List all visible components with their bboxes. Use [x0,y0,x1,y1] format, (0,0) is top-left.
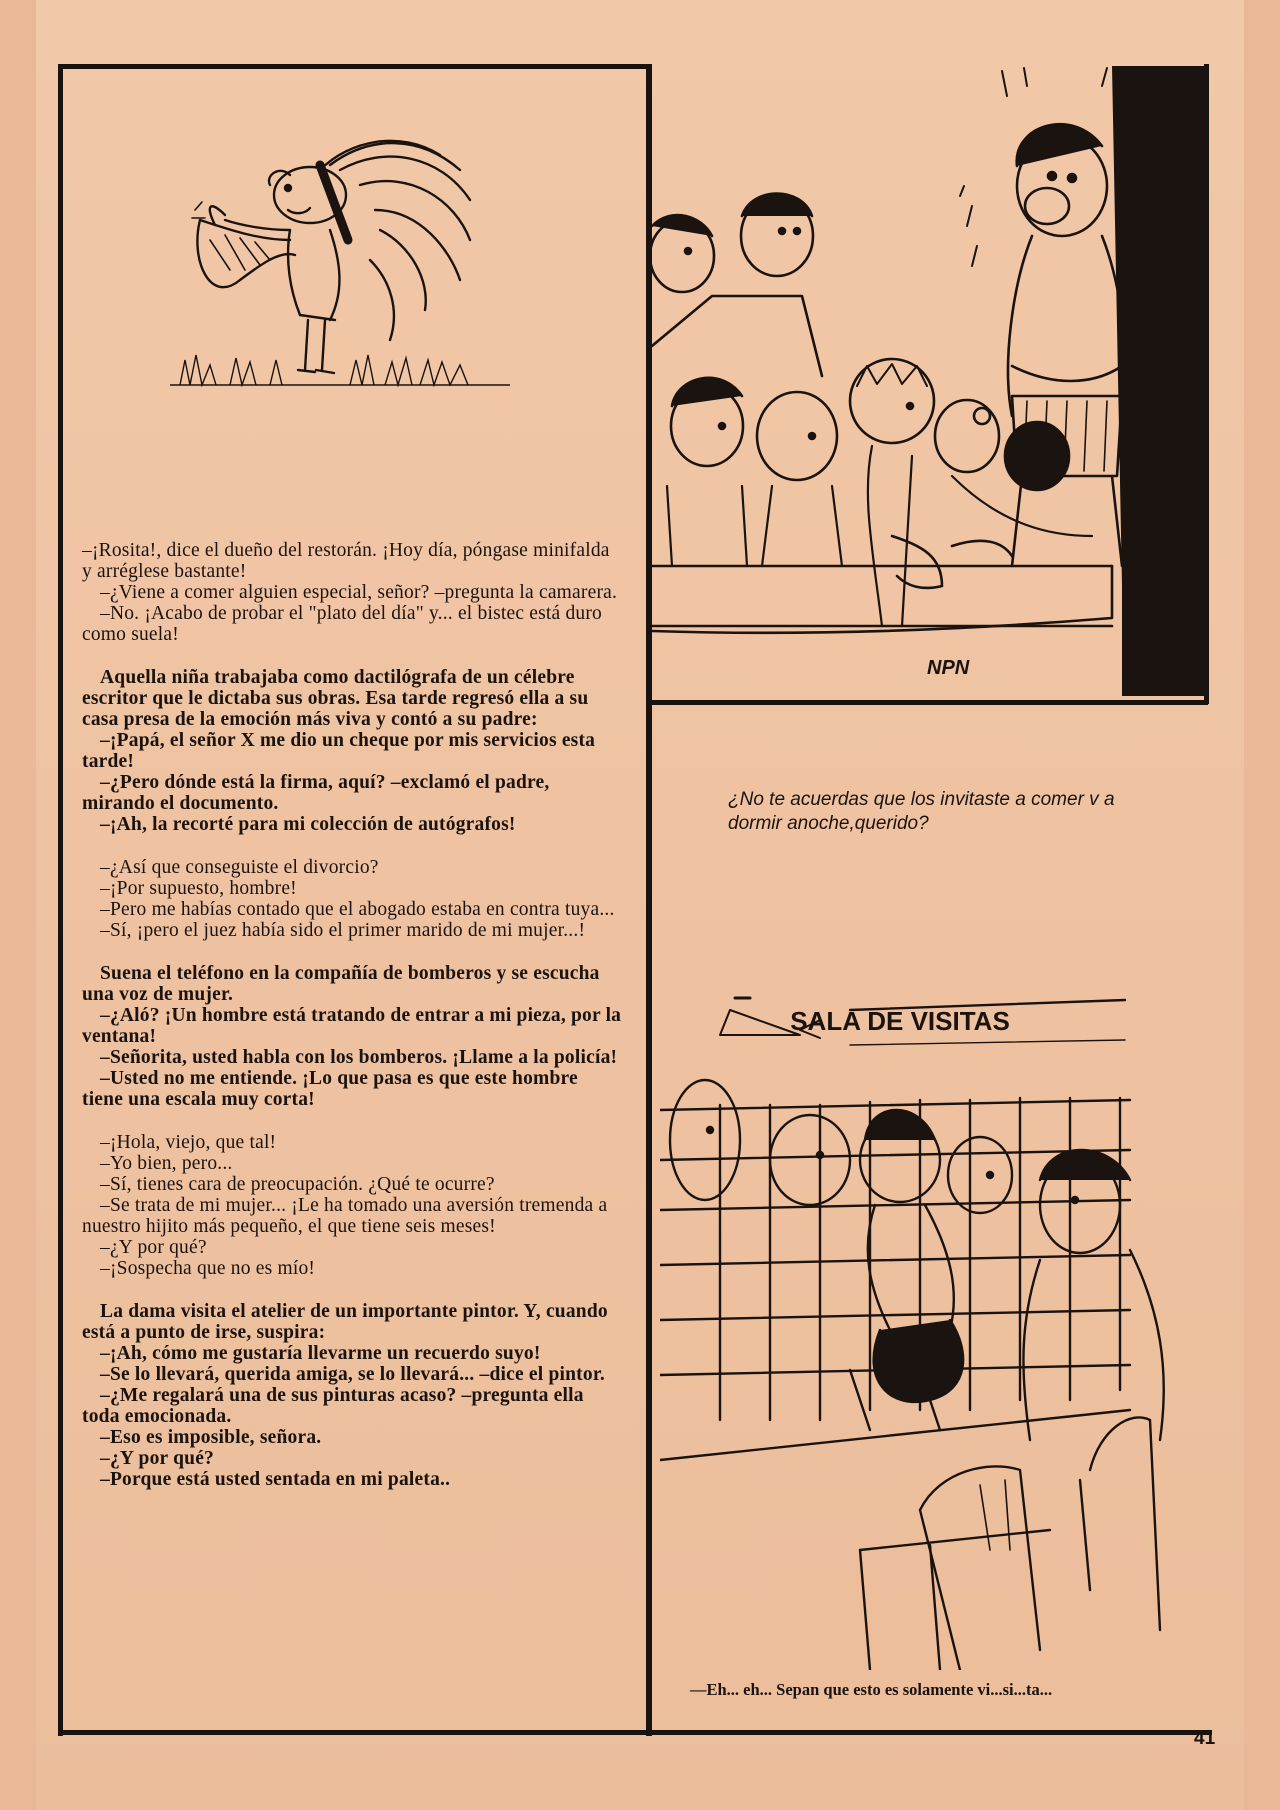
joke-1-line-3: –No. ¡Acabo de probar el "plato del día" y... el bistec está duro como suela! [82,603,602,645]
joke-6-line-7: –Porque está usted sentada en mi paleta.. [100,1469,451,1490]
joke-3-line-1: –¿Así que conseguiste el divorcio? [100,857,379,878]
joke-5-line-6: –¡Sospecha que no es mío! [100,1258,316,1279]
joke-6-line-5: –Eso es imposible, señora. [100,1427,322,1448]
joke-3-line-3: –Pero me habías contado que el abogado estaba en contra tuya... [100,899,615,920]
joke-4-line-2: –¿Aló? ¡Un hombre está tratando de entrar a mi pieza, por la ventana! [82,1005,622,1047]
left-panel-border-left [58,64,63,1736]
joke-4-line-3: –Señorita, usted habla con los bomberos. ¡Llame a la policía! [100,1047,618,1068]
joke-3-line-4: –Sí, ¡pero el juez había sido el primer marido de mi mujer...! [100,920,586,941]
joke-6-line-6: –¿Y por qué? [100,1448,215,1469]
signature: NPN [927,657,970,679]
indian-cartoon-illustration [170,130,510,400]
joke-6-line-4: –¿Me regalará una de sus pinturas acaso? –pregunta ella toda emocionada. [82,1385,584,1427]
joke-6-line-3: –Se lo llevará, querida amiga, se lo llevará... –dice el pintor. [100,1364,605,1385]
joke-3 [82,857,624,941]
joke-3-line-2: –¡Por supuesto, hombre! [100,878,297,899]
joke-6 [82,1301,624,1490]
joke-4-line-1: Suena el teléfono en la compañía de bomberos y se escucha una voz de mujer. [82,963,600,1005]
bottom-cartoon-caption: —Eh... eh... Sepan que esto es solamente vi...si...ta... [690,1680,1053,1699]
joke-6-line-2: –¡Ah, cómo me gustaría llevarme un recuerdo suyo! [100,1343,541,1364]
visiting-room-sign: SALA DE VISITAS [790,1006,1010,1036]
joke-6-line-1: La dama visita el atelier de un importante pintor. Y, cuando está a punto de irse, suspira: [82,1301,608,1343]
joke-2-line-4: –¡Ah, la recorté para mi colección de autógrafos! [100,814,516,835]
visiting-room-cartoon-illustration [660,990,1208,1670]
joke-4-line-4: –Usted no me entiende. ¡Lo que pasa es que este hombre tiene una escala muy corta! [82,1068,578,1110]
joke-5-line-4: –Se trata de mi mujer... ¡Le ha tomado una aversión tremenda a nuestro hijito más pequeño, el que tiene seis meses! [82,1195,608,1237]
joke-5-line-1: –¡Hola, viejo, que tal! [100,1132,277,1153]
top-cartoon-caption: ¿No te acuerdas que los invitaste a comer v a dormir anoche,querido? [728,789,1115,834]
jokes-column [82,540,624,1512]
guests-cartoon-illustration [652,66,1208,702]
joke-2 [82,667,624,835]
joke-5 [82,1132,624,1279]
left-panel-border-top [58,64,650,69]
page-number: 41 [1194,1728,1216,1749]
joke-5-line-2: –Yo bien, pero... [100,1153,233,1174]
joke-5-line-5: –¿Y por qué? [100,1237,207,1258]
joke-2-line-1: Aquella niña trabajaba como dactilógrafa de un célebre escritor que le dictaba sus obras. Esa tarde regresó ella a su casa presa de la emoción más viva y contó a su padre: [82,667,589,730]
joke-2-line-3: –¿Pero dónde está la firma, aquí? –exclamó el padre, mirando el documento. [82,772,550,814]
joke-1-line-1: –¡Rosita!, dice el dueño del restorán. ¡Hoy día, póngase minifalda y arréglese bastante! [82,540,610,582]
joke-1 [82,540,624,645]
joke-4 [82,963,624,1110]
joke-5-line-3: –Sí, tienes cara de preocupación. ¿Qué te ocurre? [100,1174,495,1195]
joke-2-line-2: –¡Papá, el señor X me dio un cheque por mis servicios esta tarde! [82,730,596,772]
page-border-bottom [58,1730,1212,1735]
joke-1-line-2: –¿Viene a comer alguien especial, señor? –pregunta la camarera. [100,582,618,603]
